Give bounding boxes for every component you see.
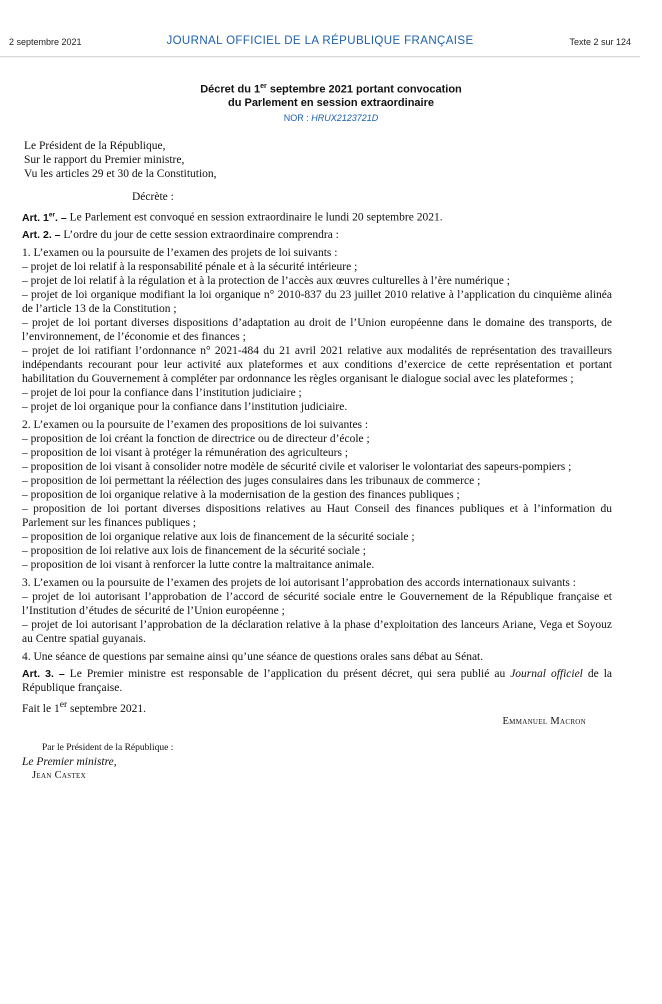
- article-1: Art. 1er. – Le Parlement est convoqué en session extraordinaire le lundi 20 septembre 2021.: [22, 211, 443, 224]
- decree-title: [0, 80, 662, 110]
- section-2-heading: 2. L’examen ou la poursuite de l’examen des propositions de loi suivantes :: [22, 418, 369, 431]
- article-2: Art. 2. – L’ordre du jour de cette session extraordinaire comprendra :: [22, 228, 339, 241]
- decrete-label: Décrète :: [132, 191, 174, 203]
- section-1-heading: 1. L’examen ou la poursuite de l’examen des projets de loi suivants :: [22, 246, 338, 259]
- list-item: – proposition de loi visant à protéger la rémunération des agriculteurs ;: [22, 446, 349, 459]
- list-item: – proposition de loi portant diverses dispositions relatives au Haut Conseil des finances publiques et à l’information du Parlement sur les finances publiques ;: [22, 502, 612, 529]
- list-item: – proposition de loi visant à consolider notre modèle de sécurité civile et valoriser le volontariat des sapeurs-pompiers ;: [22, 460, 572, 473]
- article-3: Art. 3. – Le Premier ministre est responsable de l’application du présent décret, qui sera publié au Journal officiel de la République française.: [22, 667, 613, 694]
- section-3-heading: 3. L’examen ou la poursuite de l’examen des projets de loi autorisant l’approbation des accords internationaux suivants :: [22, 576, 576, 589]
- list-item: – projet de loi portant diverses dispositions d’adaptation au droit de l’Union européenne dans le domaine des transports, de l’environnement, de l’économie et des finances ;: [22, 316, 612, 343]
- nor-reference: NOR : HRUX2123721D: [283, 113, 379, 123]
- by-president-line: Par le Président de la République :: [42, 743, 174, 754]
- list-item: – proposition de loi visant à renforcer la lutte contre la maltraitance animale.: [22, 558, 375, 571]
- list-item: – projet de loi organique modifiant la loi organique n° 2010-837 du 23 juillet 2010 relative à l’application du cinquième alinéa de l’article 13 de la Constitution ;: [22, 288, 612, 315]
- list-item: – projet de loi relatif à la régulation et à la protection de l’accès aux œuvres culturelles à l’ère numérique ;: [22, 274, 510, 287]
- list-item: – proposition de loi permettant la réélection des juges consulaires dans les tribunaux de commerce ;: [22, 474, 481, 487]
- list-item: – projet de loi autorisant l’approbation de l’accord de sécurité sociale entre le Gouvernement de la République française et l’Institution d’études de sécurité de l’Union européenne ;: [22, 590, 612, 617]
- decree-title-line-2: du Parlement en session extraordinaire: [227, 96, 435, 109]
- list-item: – projet de loi pour la confiance dans l’institution judiciaire ;: [22, 386, 302, 399]
- journal-header: [0, 26, 640, 57]
- countersign-name: Jean Castex: [32, 770, 86, 782]
- article-1-label: Art. 1er. –: [22, 211, 67, 224]
- list-item: – projet de loi relatif à la responsabilité pénale et à la sécurité intérieure ;: [22, 260, 358, 273]
- list-item: – proposition de loi organique relative à la modernisation de la gestion des finances publiques ;: [22, 488, 460, 501]
- list-item: – proposition de loi relative aux lois de financement de la sécurité sociale ;: [22, 544, 366, 557]
- list-item: – projet de loi organique pour la confiance dans l’institution judiciaire.: [22, 400, 348, 413]
- section-4: 4. Une séance de questions par semaine ainsi qu’une séance de questions orales sans débat au Sénat.: [22, 650, 484, 663]
- header-date: 2 septembre 2021: [9, 37, 82, 47]
- decree-title-line-1: Décret du 1er septembre 2021 portant convocation: [200, 83, 462, 96]
- journal-title: JOURNAL OFFICIEL DE LA RÉPUBLIQUE FRANÇAISE: [166, 35, 474, 47]
- list-item: – projet de loi ratifiant l’ordonnance n° 2021-484 du 21 avril 2021 relative aux modalités de représentation des travailleurs indépendants recourant pour leur activité aux plateformes et aux conditions d’exercice de cette représentation et portant habilitation du Gouvernement à compléter par ordonnance les règles organisant le dialogue social avec les plateformes ;: [22, 344, 612, 385]
- nor-code: HRUX2123721D: [311, 113, 379, 123]
- preamble-line: Sur le rapport du Premier ministre,: [24, 154, 185, 166]
- list-item: – proposition de loi créant la fonction de directrice ou de directeur d’école ;: [22, 432, 370, 445]
- article-3-label: Art. 3. –: [22, 667, 65, 680]
- countersign-role: Le Premier ministre,: [22, 756, 117, 769]
- preamble-line: Vu les articles 29 et 30 de la Constitution,: [24, 168, 217, 180]
- preamble-line: Le Président de la République,: [24, 140, 166, 152]
- president-signature: Emmanuel Macron: [502, 716, 586, 728]
- done-at: Fait le 1er septembre 2021.: [22, 698, 147, 715]
- article-2-label: Art. 2. –: [22, 228, 61, 241]
- journal-officiel-italic: Journal officiel: [510, 667, 583, 680]
- header-page-count: Texte 2 sur 124: [569, 37, 631, 47]
- list-item: – proposition de loi organique relative aux lois de financement de la sécurité sociale ;: [22, 530, 415, 543]
- list-item: – projet de loi autorisant l’approbation de la déclaration relative à la phase d’exploitation des lanceurs Ariane, Vega et Soyouz au Centre spatial guyanais.: [22, 618, 612, 645]
- decree-body: [22, 139, 612, 783]
